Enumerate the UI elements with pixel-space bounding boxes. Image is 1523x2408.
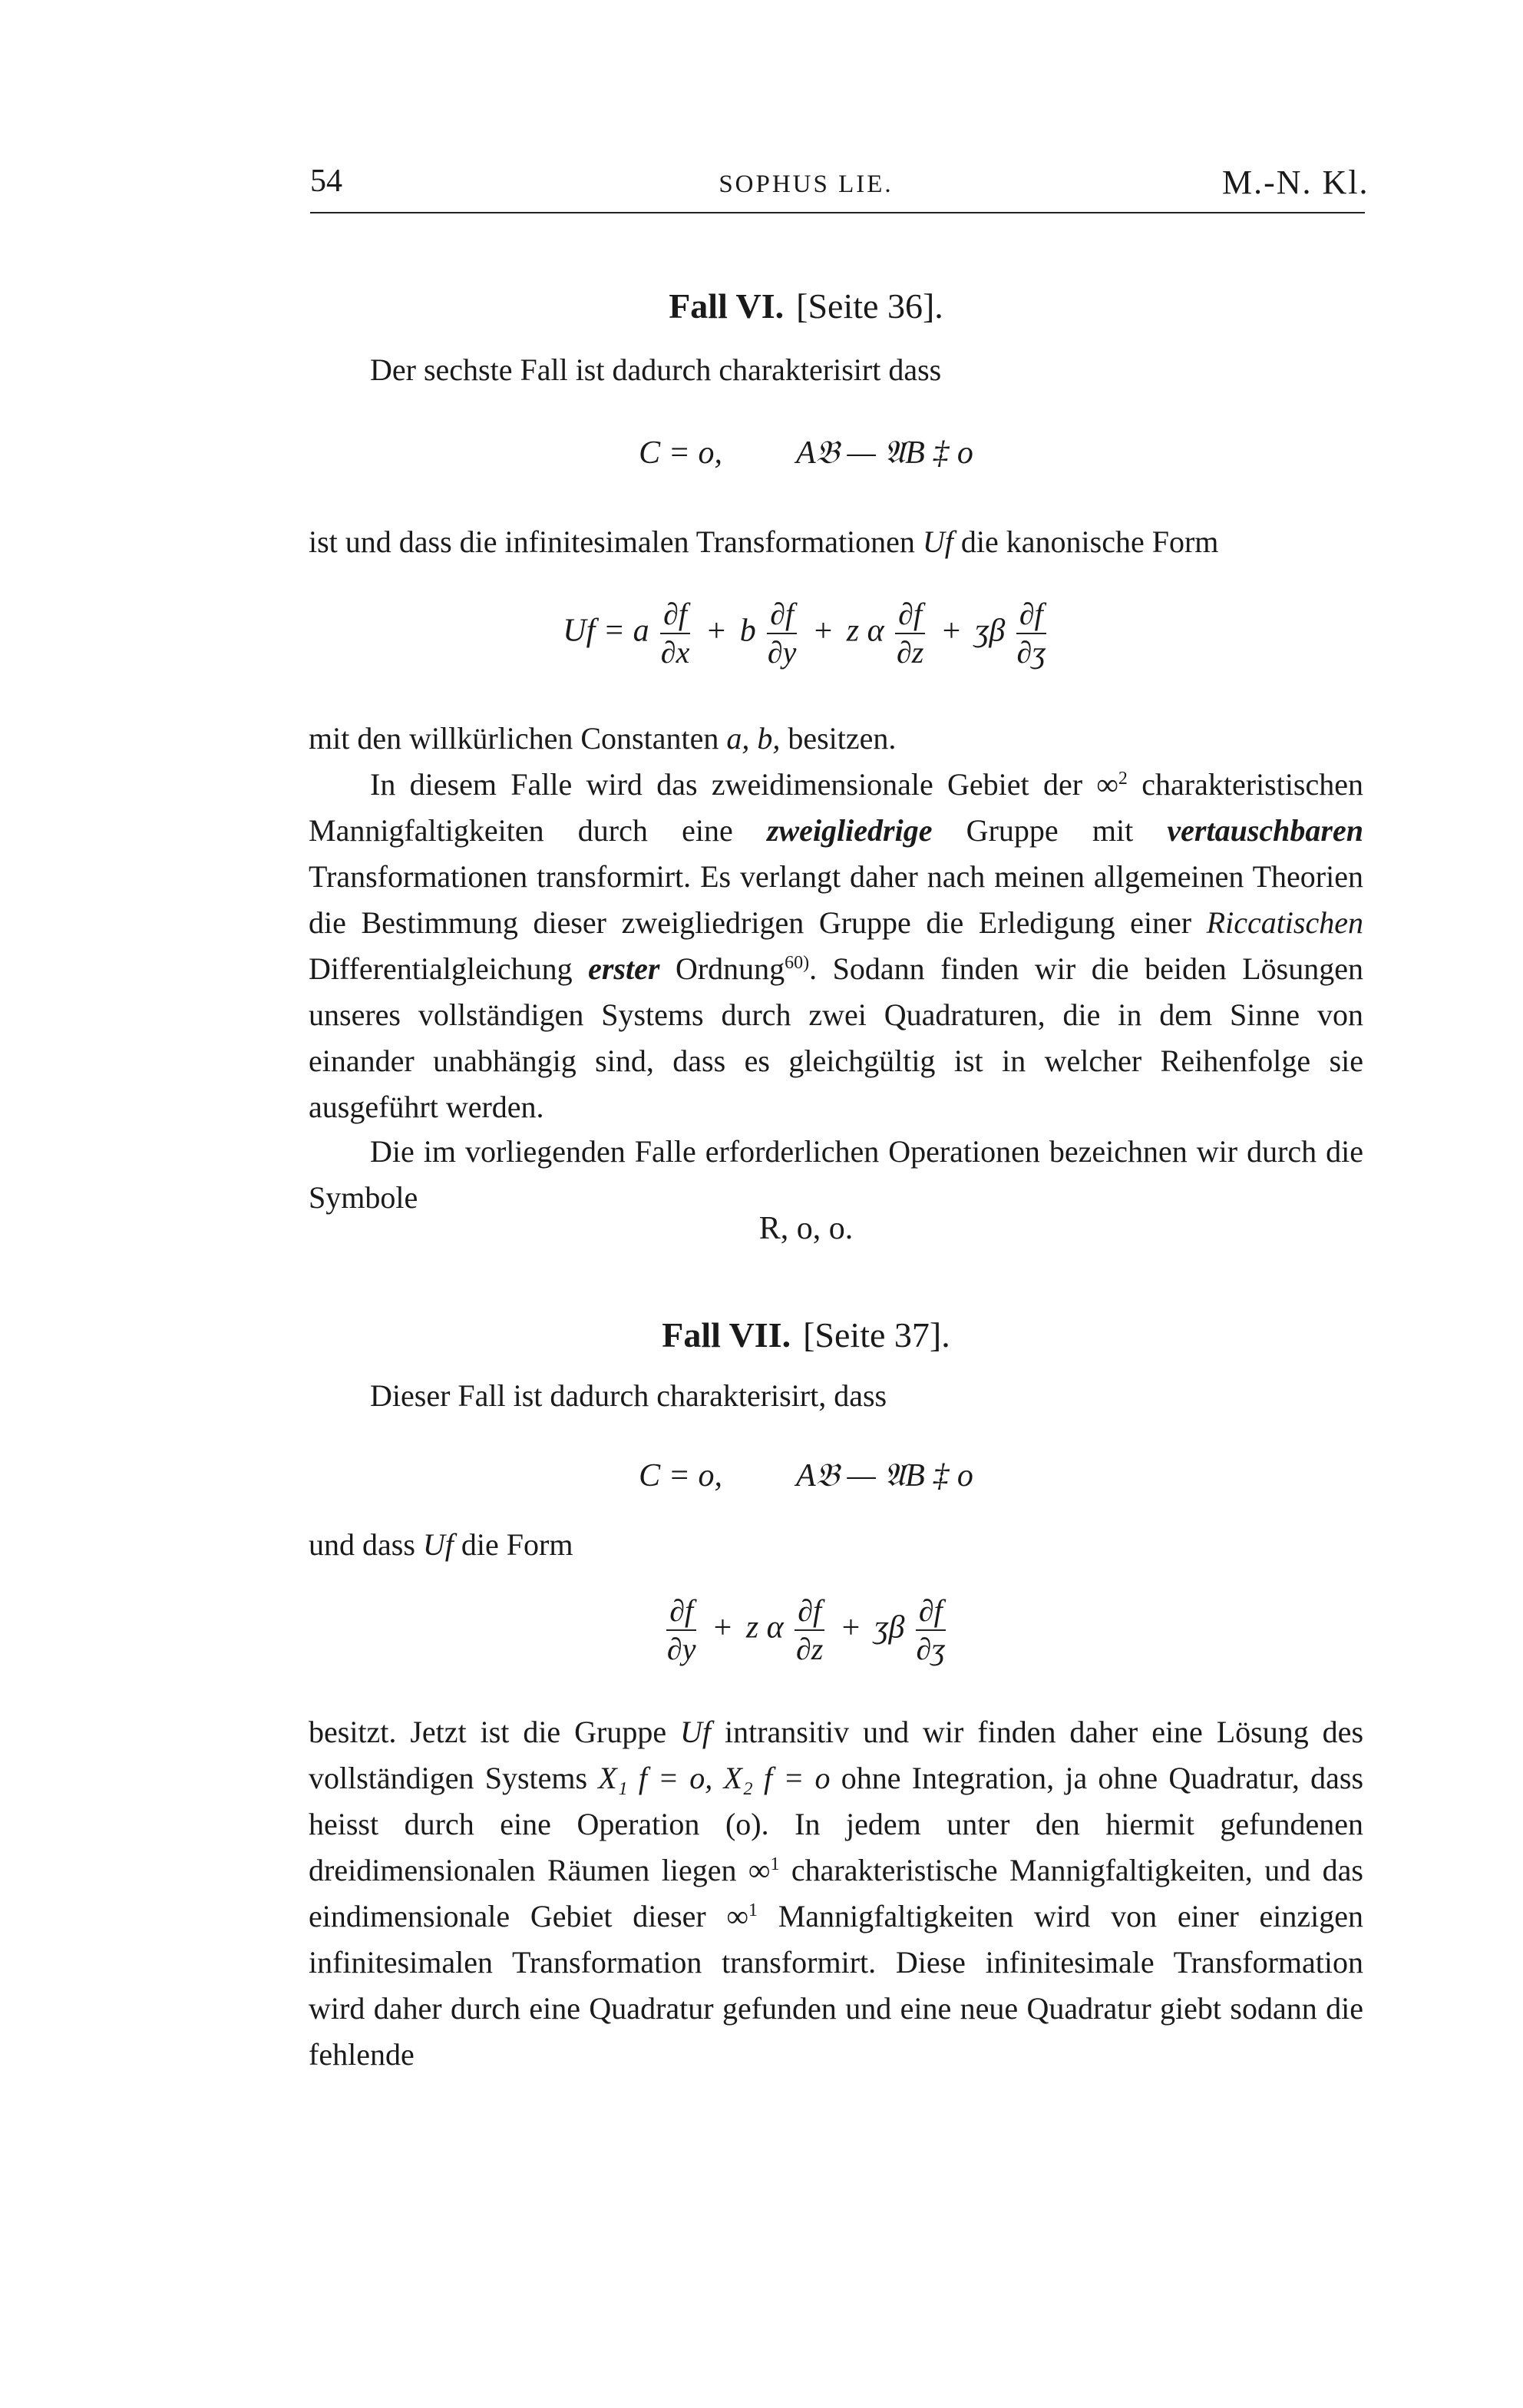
fraction: $\frac{\partial f}{\text{∂ʒ}}$	[1016, 597, 1046, 670]
fraction: $\frac{\partial f}{\partial y}$	[666, 1593, 696, 1666]
condition-ab: A𝔅 — 𝔄B ‡ o	[796, 435, 973, 471]
condition-formula	[0, 1457, 1523, 1494]
journal-abbrev: M.-N. Kl.	[1222, 164, 1369, 201]
footnote-ref: 60)	[785, 953, 810, 973]
form-formula: $\frac{\partial f}{\partial y}$ + z α $\frac{\partial f}{\partial z}$ + ʒβ $\frac{\partial f}{\text{∂ʒ}}$	[666, 1593, 946, 1666]
intro-paragraph: Dieser Fall ist dadurch charakterisirt, dass	[370, 1378, 887, 1413]
operation-symbols: R, o, o.	[758, 1211, 854, 1246]
header-rule	[310, 212, 1365, 213]
page-number: 54	[310, 164, 342, 199]
body-paragraph-fall-vii: besitzt. Jetzt ist die Gruppe Uf intransitiv und wir finden daher eine Lösung des vollständigen Systems X₁ f = o, X₂ f = o ohne Integration, ja ohne Quadratur, dass heisst durch eine Operation (o). In jedem unter den hiermit gefundenen dreidimensionalen Räumen liegen ∞$^1$ charakteristische Mannigfaltigkeiten, und das eindimensionale Gebiet dieser ∞$^1$ Mannigfaltigkeiten wird von einer einzigen infinitesimalen Transformation transformirt. Diese infinitesimale Transformation wird daher durch eine Quadratur gefunden und eine neue Quadratur giebt sodann die fehlende	[309, 1715, 1364, 2072]
transform-sentence: ist und dass die infinitesimalen Transformationen Uf die kanonische Form	[309, 524, 1219, 559]
condition-c: C = o,	[639, 435, 723, 471]
section-ref: [Seite 37].	[803, 1315, 950, 1354]
running-title: SOPHUS LIE.	[719, 170, 894, 198]
operations-paragraph: Die im vorliegenden Falle erforderlichen Operationen bezeichnen wir durch die Symbole	[309, 1134, 1363, 1215]
canonical-form-formula: Uf = a $\frac{\partial f}{\partial x}$ + b $\frac{\partial f}{\partial y}$ + z α $\frac{\partial f}{\partial z}$ + ʒβ $\frac{\partial f}{\text{∂ʒ}}$	[563, 597, 1046, 670]
constants-sentence: mit den willkürlichen Constanten a, b, besitzen.	[309, 721, 897, 756]
fraction: $\frac{\partial f}{\text{∂ʒ}}$	[916, 1593, 946, 1666]
section-title: Fall VII.	[662, 1315, 791, 1354]
intro-paragraph: Der sechste Fall ist dadurch charakterisirt dass	[370, 352, 942, 387]
condition-ab: A𝔅 — 𝔄B ‡ o	[796, 1458, 973, 1493]
fraction: $\frac{\partial f}{\partial z}$	[795, 1593, 824, 1666]
body-paragraph-fall-vi: In diesem Falle wird das zweidimensionale Gebiet der ∞$^2$ charakteristischen Mannigfaltigkeiten durch eine zweigliedrige Gruppe mit vertauschbaren Transformationen transformirt. Es verlangt daher nach meinen allgemeinen Theorien die Bestimmung dieser zweigliedrigen Gruppe die Erledigung einer Riccatischen Differentialgleichung erster Ordnung$^{60)}$. Sodann finden wir die beiden Lösungen unseres vollständigen Systems durch zwei Quadraturen, die in dem Sinne von einander unabhängig sind, dass es gleichgültig ist in welcher Reihenfolge sie ausgeführt werden.	[309, 767, 1364, 1124]
form-sentence: und dass Uf die Form	[309, 1527, 573, 1562]
fraction: $\frac{\partial f}{\partial z}$	[896, 597, 924, 670]
section-heading-fall-vi	[0, 286, 1523, 326]
fraction: $\frac{\partial f}{\partial x}$	[660, 597, 690, 670]
condition-formula	[0, 435, 1523, 471]
section-heading-fall-vii	[0, 1315, 1523, 1355]
fraction: $\frac{\partial f}{\partial y}$	[767, 597, 797, 670]
section-title: Fall VI.	[669, 286, 785, 326]
section-ref: [Seite 36].	[796, 286, 943, 326]
condition-c: C = o,	[639, 1458, 723, 1493]
